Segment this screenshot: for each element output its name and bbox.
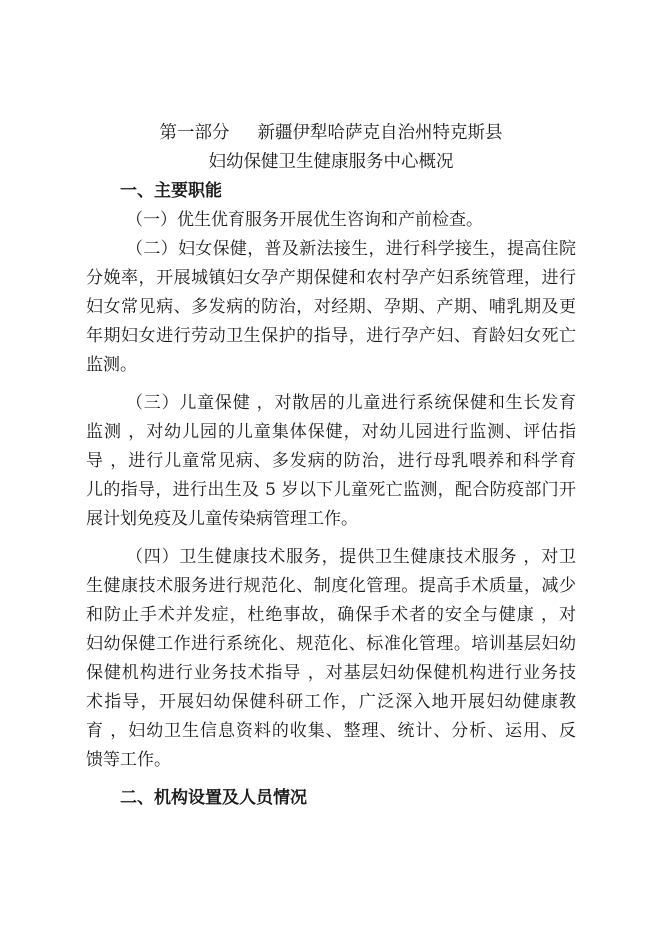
- paragraph-line: 育 ，妇幼卫生信息资料的收集、整理、统计、分析、运用、反: [86, 721, 576, 741]
- paragraph-line: 馈等工作。: [86, 750, 171, 770]
- title-line-2: 妇幼保健卫生健康服务中心概况: [208, 152, 454, 172]
- paragraph-line: 展计划免疫及儿童传染病管理工作。: [86, 509, 358, 529]
- paragraph-line: （四）卫生健康技术服务，提供卫生健康技术服务 ，对卫: [126, 547, 576, 567]
- paragraph-line: 妇幼保健工作进行系统化、规范化、标准化管理。培训基层妇幼: [86, 634, 576, 654]
- section-1-body: [86, 206, 576, 775]
- part-label: 第一部分: [159, 123, 230, 143]
- document-page: [86, 119, 576, 813]
- paragraph-line: 监测 ，对幼儿园的儿童集体保健，对幼儿园进行监测、评估指: [86, 422, 576, 442]
- paragraph: [86, 235, 576, 380]
- paragraph-line: 年期妇女进行劳动卫生保护的指导，进行孕产妇、育龄妇女死亡: [86, 326, 576, 346]
- paragraph-line: 儿的指导，进行出生及 5 岁以下儿童死亡监测，配合防疫部门开: [86, 480, 576, 500]
- paragraph-line: 术指导，开展妇幼保健科研工作，广泛深入地开展妇幼健康教: [86, 692, 576, 712]
- paragraph-line: 导 ，进行儿童常见病、多发病的防治，进行母乳喂养和科学育: [86, 451, 576, 471]
- paragraph-line: 分娩率，开展城镇妇女孕产期保健和农村孕产妇系统管理，进行: [86, 268, 576, 288]
- paragraph-line: 和防止手术并发症，杜绝事故，确保手术者的安全与健康 ，对: [86, 605, 576, 625]
- title-line-1: [86, 119, 576, 148]
- paragraph: [86, 543, 576, 775]
- paragraph-line: （二）妇女保健，普及新法接生，进行科学接生，提高住院: [126, 239, 576, 259]
- paragraph: [86, 389, 576, 534]
- paragraph-line: 保健机构进行业务技术指导 ，对基层妇幼保健机构进行业务技: [86, 663, 576, 683]
- paragraph-line: 监测。: [86, 355, 137, 375]
- paragraph-line: 妇女常见病、多发病的防治，对经期、孕期、产期、哺乳期及更: [86, 297, 576, 317]
- section-heading-2: 二、机构设置及人员情况: [120, 788, 307, 808]
- paragraph-line: （一）优生优育服务开展优生咨询和产前检查。: [126, 210, 483, 230]
- paragraph: [86, 206, 576, 235]
- paragraph-line: （三）儿童保健 ，对散居的儿童进行系统保健和生长发育: [126, 393, 576, 413]
- title-main: 新疆伊犁哈萨克自治州特克斯县: [257, 123, 503, 143]
- section-heading-1: 一、主要职能: [120, 181, 222, 201]
- paragraph-line: 生健康技术服务进行规范化、制度化管理。提高手术质量，减少: [86, 576, 576, 596]
